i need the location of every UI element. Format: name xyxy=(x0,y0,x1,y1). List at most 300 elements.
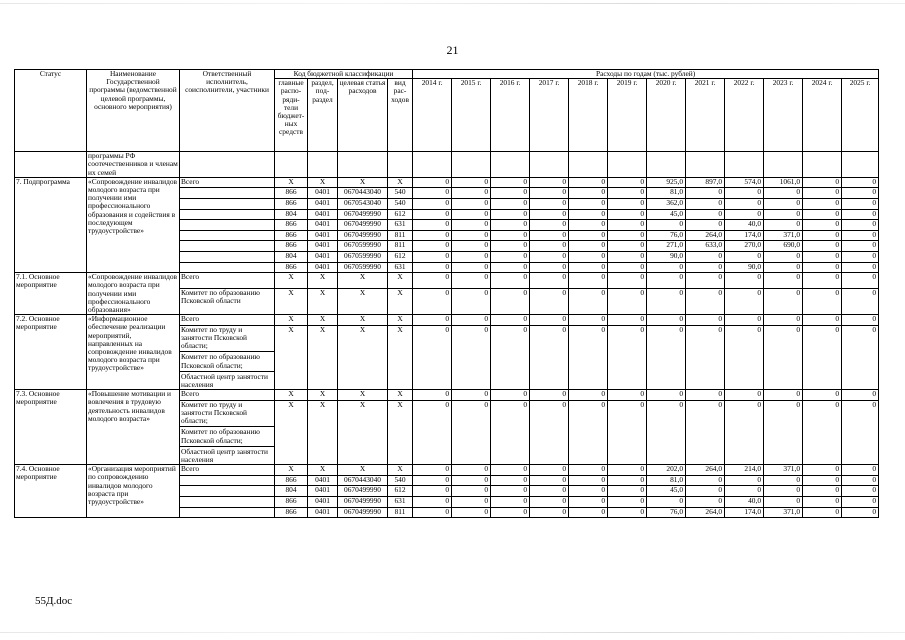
grbs-cell: 804 xyxy=(275,486,308,497)
value-cell: 0 xyxy=(686,475,725,486)
value-cell: 0 xyxy=(452,507,491,518)
value-cell: 0 xyxy=(413,325,452,389)
value-cell: 0 xyxy=(725,188,764,199)
value-cell: 0 xyxy=(452,177,491,188)
col-year: 2014 г. xyxy=(413,79,452,152)
value-cell: 0 xyxy=(530,241,569,252)
executor-text: Комитет по образованию Псковской области xyxy=(181,288,260,306)
rzpr-cell: X xyxy=(308,315,338,326)
empty-cell xyxy=(452,152,491,178)
value-cell: 76,0 xyxy=(647,507,686,518)
value-cell: 0 xyxy=(764,251,803,262)
grbs-cell: 866 xyxy=(275,241,308,252)
value-cell: 0 xyxy=(530,177,569,188)
value-cell: 0 xyxy=(452,289,491,315)
value-cell: 0 xyxy=(413,177,452,188)
csr-cell: X xyxy=(338,325,388,389)
value-cell: 0 xyxy=(608,400,647,464)
value-cell: 0 xyxy=(764,188,803,199)
empty-cell xyxy=(725,152,764,178)
table-row xyxy=(15,390,879,401)
vr-cell: 612 xyxy=(388,209,413,220)
vr-cell: X xyxy=(388,390,413,401)
empty-cell xyxy=(275,152,308,178)
value-cell: 0 xyxy=(530,325,569,389)
value-cell: 0 xyxy=(491,188,530,199)
executor-cell xyxy=(180,262,275,273)
grbs-cell: 804 xyxy=(275,251,308,262)
executor-text: Комитет по образованию Псковской области; xyxy=(180,426,274,444)
col-year: 2016 г. xyxy=(491,79,530,152)
value-cell: 0 xyxy=(842,465,879,476)
csr-cell: 0670599990 xyxy=(338,241,388,252)
value-cell: 0 xyxy=(452,230,491,241)
value-cell: 0 xyxy=(413,486,452,497)
grbs-cell: X xyxy=(275,177,308,188)
value-cell: 45,0 xyxy=(647,209,686,220)
value-cell: 174,0 xyxy=(725,507,764,518)
value-cell: 0 xyxy=(530,273,569,289)
value-cell: 0 xyxy=(686,325,725,389)
rzpr-cell: X xyxy=(308,289,338,315)
value-cell: 264,0 xyxy=(686,230,725,241)
executor-cell xyxy=(180,400,275,464)
value-cell: 0 xyxy=(725,390,764,401)
status-cell: 7.4. Основное мероприятие xyxy=(15,465,87,518)
grbs-cell: 866 xyxy=(275,507,308,518)
name-cell: программы РФ соотечественников и членам их семей xyxy=(88,151,178,177)
value-cell: 0 xyxy=(842,486,879,497)
value-cell: 0 xyxy=(608,188,647,199)
empty-cell xyxy=(803,152,842,178)
col-year: 2018 г. xyxy=(569,79,608,152)
value-cell: 0 xyxy=(647,496,686,507)
csr-cell: X xyxy=(338,273,388,289)
value-cell: 0 xyxy=(569,325,608,389)
value-cell: 0 xyxy=(452,465,491,476)
executor-cell xyxy=(180,325,275,389)
value-cell: 0 xyxy=(569,507,608,518)
col-budget-code: Код бюджетной классификации xyxy=(275,70,413,79)
value-cell: 0 xyxy=(608,289,647,315)
value-cell: 0 xyxy=(452,262,491,273)
value-cell: 0 xyxy=(842,177,879,188)
empty-cell xyxy=(608,152,647,178)
rzpr-cell: 0401 xyxy=(308,241,338,252)
value-cell: 0 xyxy=(608,273,647,289)
value-cell: 0 xyxy=(647,273,686,289)
value-cell: 0 xyxy=(803,241,842,252)
empty-cell xyxy=(388,152,413,178)
value-cell: 271,0 xyxy=(647,241,686,252)
col-year: 2023 г. xyxy=(764,79,803,152)
value-cell: 0 xyxy=(413,220,452,231)
value-cell: 897,0 xyxy=(686,177,725,188)
col-rzpr: раздел, под-раздел xyxy=(308,79,338,152)
grbs-cell: 866 xyxy=(275,199,308,210)
value-cell: 0 xyxy=(569,262,608,273)
value-cell: 0 xyxy=(569,177,608,188)
value-cell: 0 xyxy=(452,496,491,507)
col-executor: Ответственный исполнитель, соисполнители, участники xyxy=(180,70,275,152)
value-cell: 0 xyxy=(452,390,491,401)
value-cell: 214,0 xyxy=(725,465,764,476)
executor-cell xyxy=(180,507,275,518)
value-cell: 0 xyxy=(803,209,842,220)
value-cell: 0 xyxy=(608,262,647,273)
value-cell: 0 xyxy=(491,241,530,252)
value-cell: 0 xyxy=(491,199,530,210)
csr-cell: X xyxy=(338,315,388,326)
status-cell: 7.2. Основное мероприятие xyxy=(15,315,87,390)
col-year: 2015 г. xyxy=(452,79,491,152)
value-cell: 0 xyxy=(647,325,686,389)
empty-cell xyxy=(569,152,608,178)
value-cell: 0 xyxy=(452,220,491,231)
col-vr: вид рас-ходов xyxy=(388,79,413,152)
value-cell: 0 xyxy=(725,273,764,289)
rzpr-cell: 0401 xyxy=(308,199,338,210)
value-cell: 0 xyxy=(452,241,491,252)
value-cell: 0 xyxy=(764,475,803,486)
empty-cell xyxy=(842,152,879,178)
value-cell: 0 xyxy=(686,486,725,497)
value-cell: 90,0 xyxy=(647,251,686,262)
value-cell: 0 xyxy=(803,273,842,289)
vr-cell: X xyxy=(388,273,413,289)
value-cell: 0 xyxy=(452,400,491,464)
value-cell: 0 xyxy=(530,209,569,220)
value-cell: 0 xyxy=(842,209,879,220)
empty-cell xyxy=(308,152,338,178)
value-cell: 574,0 xyxy=(725,177,764,188)
col-status: Статус xyxy=(15,70,87,152)
value-cell: 270,0 xyxy=(725,241,764,252)
value-cell: 0 xyxy=(608,507,647,518)
grbs-cell: 804 xyxy=(275,209,308,220)
value-cell: 0 xyxy=(803,230,842,241)
value-cell: 0 xyxy=(569,220,608,231)
executor-cell xyxy=(180,289,275,315)
value-cell: 690,0 xyxy=(764,241,803,252)
value-cell: 0 xyxy=(413,496,452,507)
empty-cell xyxy=(491,152,530,178)
value-cell: 0 xyxy=(725,486,764,497)
value-cell: 0 xyxy=(413,188,452,199)
value-cell: 0 xyxy=(491,209,530,220)
value-cell: 0 xyxy=(647,390,686,401)
value-cell: 0 xyxy=(764,289,803,315)
value-cell: 0 xyxy=(608,241,647,252)
value-cell: 0 xyxy=(803,251,842,262)
vr-cell: X xyxy=(388,400,413,464)
executor-cell xyxy=(180,241,275,252)
value-cell: 0 xyxy=(530,220,569,231)
col-grbs: главные распо-ряди-тели бюджет-ных средств xyxy=(275,79,308,152)
executor-cell xyxy=(180,465,275,476)
value-cell: 202,0 xyxy=(647,465,686,476)
executor-cell xyxy=(180,251,275,262)
vr-cell: 811 xyxy=(388,230,413,241)
value-cell: 0 xyxy=(569,400,608,464)
value-cell: 0 xyxy=(569,289,608,315)
value-cell: 0 xyxy=(803,475,842,486)
value-cell: 0 xyxy=(842,400,879,464)
vr-cell: 631 xyxy=(388,262,413,273)
value-cell: 0 xyxy=(452,486,491,497)
csr-cell: 0670443040 xyxy=(338,188,388,199)
value-cell: 0 xyxy=(725,325,764,389)
vr-cell: 612 xyxy=(388,486,413,497)
value-cell: 0 xyxy=(842,507,879,518)
value-cell: 0 xyxy=(764,209,803,220)
grbs-cell: 866 xyxy=(275,262,308,273)
value-cell: 0 xyxy=(491,262,530,273)
value-cell: 0 xyxy=(686,209,725,220)
value-cell: 0 xyxy=(842,199,879,210)
value-cell: 0 xyxy=(491,507,530,518)
vr-cell: 811 xyxy=(388,241,413,252)
value-cell: 633,0 xyxy=(686,241,725,252)
value-cell: 362,0 xyxy=(647,199,686,210)
value-cell: 0 xyxy=(686,390,725,401)
value-cell: 0 xyxy=(803,486,842,497)
empty-cell xyxy=(647,152,686,178)
value-cell: 0 xyxy=(569,465,608,476)
value-cell: 0 xyxy=(413,465,452,476)
value-cell: 0 xyxy=(608,465,647,476)
value-cell: 0 xyxy=(530,251,569,262)
value-cell: 0 xyxy=(686,199,725,210)
value-cell: 0 xyxy=(725,475,764,486)
name-cell: «Организация мероприятий по сопровождению инвалидов молодого возраста при трудоустройстве» xyxy=(87,465,180,518)
status-cell: 7. Подпрограмма xyxy=(15,177,87,272)
value-cell: 0 xyxy=(608,475,647,486)
grbs-cell: X xyxy=(275,289,308,315)
vr-cell: 540 xyxy=(388,475,413,486)
value-cell: 0 xyxy=(764,325,803,389)
vr-cell: X xyxy=(388,325,413,389)
rzpr-cell: 0401 xyxy=(308,496,338,507)
col-name: Наименование Государственной программы (ведомственной целевой программы, основного мероприятия) xyxy=(87,70,180,152)
grbs-cell: 866 xyxy=(275,230,308,241)
empty-cell xyxy=(686,152,725,178)
grbs-cell: X xyxy=(275,325,308,389)
value-cell: 0 xyxy=(413,241,452,252)
value-cell: 0 xyxy=(764,486,803,497)
grbs-cell: X xyxy=(275,390,308,401)
value-cell: 0 xyxy=(569,273,608,289)
executor-text: Всего xyxy=(181,389,200,399)
value-cell: 0 xyxy=(413,475,452,486)
table-row xyxy=(15,315,879,326)
table-row xyxy=(15,177,879,188)
value-cell: 40,0 xyxy=(725,220,764,231)
value-cell: 0 xyxy=(686,251,725,262)
csr-cell: X xyxy=(338,289,388,315)
empty-cell xyxy=(530,152,569,178)
rzpr-cell: 0401 xyxy=(308,486,338,497)
executor-text: Всего xyxy=(181,272,200,282)
value-cell: 0 xyxy=(413,273,452,289)
csr-cell: 0670543040 xyxy=(338,199,388,210)
value-cell: 174,0 xyxy=(725,230,764,241)
value-cell: 0 xyxy=(452,315,491,326)
value-cell: 0 xyxy=(842,325,879,389)
value-cell: 0 xyxy=(686,496,725,507)
value-cell: 0 xyxy=(842,188,879,199)
value-cell: 0 xyxy=(608,177,647,188)
csr-cell: 0670499990 xyxy=(338,209,388,220)
status-cell xyxy=(15,152,87,178)
value-cell: 0 xyxy=(452,273,491,289)
csr-cell: 0670499990 xyxy=(338,496,388,507)
value-cell: 0 xyxy=(686,262,725,273)
col-year: 2017 г. xyxy=(530,79,569,152)
table-row xyxy=(15,273,879,289)
value-cell: 0 xyxy=(608,496,647,507)
value-cell: 0 xyxy=(569,475,608,486)
value-cell: 0 xyxy=(842,241,879,252)
value-cell: 81,0 xyxy=(647,188,686,199)
value-cell: 0 xyxy=(413,400,452,464)
value-cell: 0 xyxy=(647,220,686,231)
value-cell: 0 xyxy=(491,465,530,476)
csr-cell: X xyxy=(338,465,388,476)
rzpr-cell: X xyxy=(308,465,338,476)
vr-cell: X xyxy=(388,315,413,326)
value-cell: 371,0 xyxy=(764,230,803,241)
value-cell: 0 xyxy=(452,325,491,389)
value-cell: 0 xyxy=(491,289,530,315)
name-cell: «Информационное обеспечение реализации мероприятий, направленных на сопровождение инвалидов молодого возраста при трудоустройстве» xyxy=(87,315,180,390)
csr-cell: 0670599990 xyxy=(338,262,388,273)
executor-cell xyxy=(180,486,275,497)
grbs-cell: 866 xyxy=(275,220,308,231)
value-cell: 264,0 xyxy=(686,465,725,476)
value-cell: 0 xyxy=(686,289,725,315)
rzpr-cell: 0401 xyxy=(308,188,338,199)
value-cell: 0 xyxy=(413,199,452,210)
name-cell: «Сопровождение инвалидов молодого возраста при получении ими профессионального образования» xyxy=(87,273,180,315)
value-cell: 0 xyxy=(725,199,764,210)
executor-cell xyxy=(180,199,275,210)
grbs-cell: 866 xyxy=(275,475,308,486)
value-cell: 0 xyxy=(803,465,842,476)
value-cell: 264,0 xyxy=(686,507,725,518)
value-cell: 0 xyxy=(569,496,608,507)
value-cell: 0 xyxy=(803,325,842,389)
table-row xyxy=(15,465,879,476)
value-cell: 0 xyxy=(686,220,725,231)
value-cell: 371,0 xyxy=(764,465,803,476)
value-cell: 0 xyxy=(491,400,530,464)
value-cell: 0 xyxy=(452,188,491,199)
value-cell: 0 xyxy=(842,289,879,315)
value-cell: 45,0 xyxy=(647,486,686,497)
executor-cell xyxy=(180,315,275,326)
empty-cell xyxy=(338,152,388,178)
value-cell: 0 xyxy=(530,262,569,273)
grbs-cell: X xyxy=(275,273,308,289)
value-cell: 0 xyxy=(530,465,569,476)
value-cell: 81,0 xyxy=(647,475,686,486)
value-cell: 0 xyxy=(842,220,879,231)
value-cell: 0 xyxy=(803,315,842,326)
value-cell: 90,0 xyxy=(725,262,764,273)
value-cell: 0 xyxy=(608,209,647,220)
rzpr-cell: 0401 xyxy=(308,220,338,231)
value-cell: 0 xyxy=(764,390,803,401)
value-cell: 40,0 xyxy=(725,496,764,507)
grbs-cell: 866 xyxy=(275,496,308,507)
executor-cell xyxy=(180,273,275,289)
rzpr-cell: 0401 xyxy=(308,507,338,518)
value-cell: 0 xyxy=(569,230,608,241)
status-cell: 7.1. Основное мероприятие xyxy=(15,273,87,315)
value-cell: 0 xyxy=(647,262,686,273)
value-cell: 0 xyxy=(530,496,569,507)
col-year: 2025 г. xyxy=(842,79,879,152)
value-cell: 0 xyxy=(764,273,803,289)
value-cell: 0 xyxy=(491,486,530,497)
csr-cell: X xyxy=(338,390,388,401)
value-cell: 0 xyxy=(569,486,608,497)
value-cell: 0 xyxy=(530,486,569,497)
value-cell: 0 xyxy=(608,390,647,401)
value-cell: 0 xyxy=(530,199,569,210)
value-cell: 0 xyxy=(842,230,879,241)
csr-cell: 0670499990 xyxy=(338,486,388,497)
value-cell: 0 xyxy=(725,400,764,464)
value-cell: 0 xyxy=(803,199,842,210)
rzpr-cell: 0401 xyxy=(308,475,338,486)
col-year: 2019 г. xyxy=(608,79,647,152)
value-cell: 0 xyxy=(569,390,608,401)
value-cell: 0 xyxy=(491,220,530,231)
value-cell: 0 xyxy=(608,325,647,389)
value-cell: 0 xyxy=(803,289,842,315)
value-cell: 0 xyxy=(725,315,764,326)
status-cell: 7.3. Основное мероприятие xyxy=(15,390,87,465)
csr-cell: X xyxy=(338,400,388,464)
executor-cell xyxy=(180,188,275,199)
budget-table xyxy=(14,69,879,518)
value-cell: 0 xyxy=(842,390,879,401)
value-cell: 0 xyxy=(647,289,686,315)
value-cell: 0 xyxy=(530,289,569,315)
value-cell: 0 xyxy=(569,251,608,262)
value-cell: 0 xyxy=(842,251,879,262)
vr-cell: X xyxy=(388,289,413,315)
value-cell: 0 xyxy=(491,315,530,326)
value-cell: 0 xyxy=(842,273,879,289)
value-cell: 0 xyxy=(803,262,842,273)
executor-text: Всего xyxy=(181,176,200,186)
value-cell: 0 xyxy=(803,188,842,199)
value-cell: 0 xyxy=(530,507,569,518)
value-cell: 0 xyxy=(530,400,569,464)
scan-artifact-top xyxy=(0,3,905,4)
executor-cell xyxy=(180,390,275,401)
scan-artifact-bottom xyxy=(0,632,905,633)
rzpr-cell: X xyxy=(308,325,338,389)
col-year: 2021 г. xyxy=(686,79,725,152)
csr-cell: X xyxy=(338,177,388,188)
rzpr-cell: X xyxy=(308,273,338,289)
rzpr-cell: X xyxy=(308,177,338,188)
value-cell: 0 xyxy=(803,220,842,231)
